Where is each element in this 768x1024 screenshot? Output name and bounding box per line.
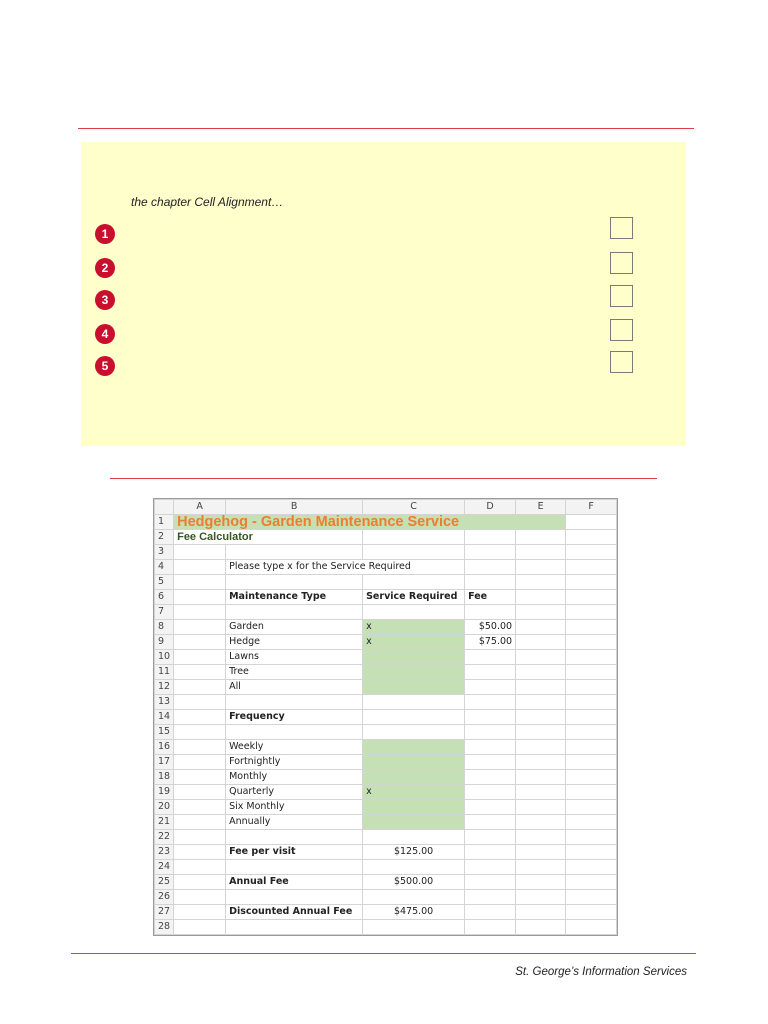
row-number: 8 (155, 620, 174, 635)
row-number: 3 (155, 545, 174, 560)
row-number: 2 (155, 530, 174, 545)
row-number: 18 (155, 770, 174, 785)
maintenance-type-cell: Lawns (226, 650, 363, 665)
row-number: 5 (155, 575, 174, 590)
frequency-label-cell: Quarterly (226, 785, 363, 800)
maintenance-type-cell: Garden (226, 620, 363, 635)
sheet-subtitle: Fee Calculator (174, 530, 363, 545)
instruction-text: Please type x for the Service Required (226, 560, 465, 575)
header-maintenance-type: Maintenance Type (226, 590, 363, 605)
step-checkbox-2[interactable] (610, 252, 633, 274)
service-input-cell[interactable] (363, 665, 465, 680)
step-number-2: 2 (95, 258, 115, 278)
annual-fee-label: Annual Fee (226, 875, 363, 890)
row-number: 12 (155, 680, 174, 695)
service-input-cell[interactable]: x (363, 620, 465, 635)
step-checkbox-3[interactable] (610, 285, 633, 307)
exercise-intro: the chapter Cell Alignment… (131, 195, 284, 209)
column-header-d: D (465, 500, 516, 515)
row-number: 9 (155, 635, 174, 650)
frequency-label-cell: Weekly (226, 740, 363, 755)
spreadsheet-grid (154, 499, 617, 935)
row-number: 1 (155, 515, 174, 530)
column-header-a: A (174, 500, 226, 515)
row-number: 20 (155, 800, 174, 815)
frequency-input-cell[interactable] (363, 755, 465, 770)
frequency-input-cell[interactable] (363, 770, 465, 785)
discounted-fee-value: $475.00 (363, 905, 465, 920)
row-number: 23 (155, 845, 174, 860)
service-input-cell[interactable]: x (363, 635, 465, 650)
row-number: 13 (155, 695, 174, 710)
fee-cell (465, 650, 516, 665)
fee-per-visit-value: $125.00 (363, 845, 465, 860)
exercise-box (81, 142, 686, 446)
corner-cell (155, 500, 174, 515)
top-divider (78, 128, 694, 129)
row-number: 16 (155, 740, 174, 755)
fee-cell (465, 680, 516, 695)
discounted-fee-label: Discounted Annual Fee (226, 905, 363, 920)
step-checkbox-4[interactable] (610, 319, 633, 341)
row-number: 11 (155, 665, 174, 680)
row-number: 27 (155, 905, 174, 920)
fee-per-visit-label: Fee per visit (226, 845, 363, 860)
header-fee: Fee (465, 590, 516, 605)
column-header-b: B (226, 500, 363, 515)
column-header-c: C (363, 500, 465, 515)
frequency-header: Frequency (226, 710, 363, 725)
frequency-label-cell: Fortnightly (226, 755, 363, 770)
frequency-label-cell: Six Monthly (226, 800, 363, 815)
row-number: 22 (155, 830, 174, 845)
step-number-3: 3 (95, 290, 115, 310)
row-number: 28 (155, 920, 174, 935)
row-number: 25 (155, 875, 174, 890)
frequency-label-cell: Annually (226, 815, 363, 830)
row-number: 6 (155, 590, 174, 605)
annual-fee-value: $500.00 (363, 875, 465, 890)
row-number: 7 (155, 605, 174, 620)
step-checkbox-5[interactable] (610, 351, 633, 373)
sheet-title: Hedgehog - Garden Maintenance Service (174, 515, 566, 530)
frequency-label-cell: Monthly (226, 770, 363, 785)
step-number-5: 5 (95, 356, 115, 376)
header-service-required: Service Required (363, 590, 465, 605)
maintenance-type-cell: Tree (226, 665, 363, 680)
row-number: 10 (155, 650, 174, 665)
fee-cell (465, 665, 516, 680)
step-number-1: 1 (95, 224, 115, 244)
row-number: 15 (155, 725, 174, 740)
footer-text: St. George’s Information Services (515, 966, 687, 978)
row-number: 19 (155, 785, 174, 800)
frequency-input-cell[interactable] (363, 740, 465, 755)
frequency-input-cell[interactable]: x (363, 785, 465, 800)
column-header-f: F (566, 500, 617, 515)
maintenance-type-cell: Hedge (226, 635, 363, 650)
spreadsheet-screenshot (153, 498, 618, 936)
maintenance-type-cell: All (226, 680, 363, 695)
service-input-cell[interactable] (363, 680, 465, 695)
fee-cell: $50.00 (465, 620, 516, 635)
frequency-input-cell[interactable] (363, 800, 465, 815)
row-number: 21 (155, 815, 174, 830)
row-number: 4 (155, 560, 174, 575)
service-input-cell[interactable] (363, 650, 465, 665)
row-number: 17 (155, 755, 174, 770)
middle-divider (110, 478, 657, 479)
row-number: 26 (155, 890, 174, 905)
frequency-input-cell[interactable] (363, 815, 465, 830)
step-checkbox-1[interactable] (610, 217, 633, 239)
row-number: 24 (155, 860, 174, 875)
row-number: 14 (155, 710, 174, 725)
bottom-divider (71, 953, 696, 954)
fee-cell: $75.00 (465, 635, 516, 650)
column-header-e: E (516, 500, 566, 515)
step-number-4: 4 (95, 324, 115, 344)
